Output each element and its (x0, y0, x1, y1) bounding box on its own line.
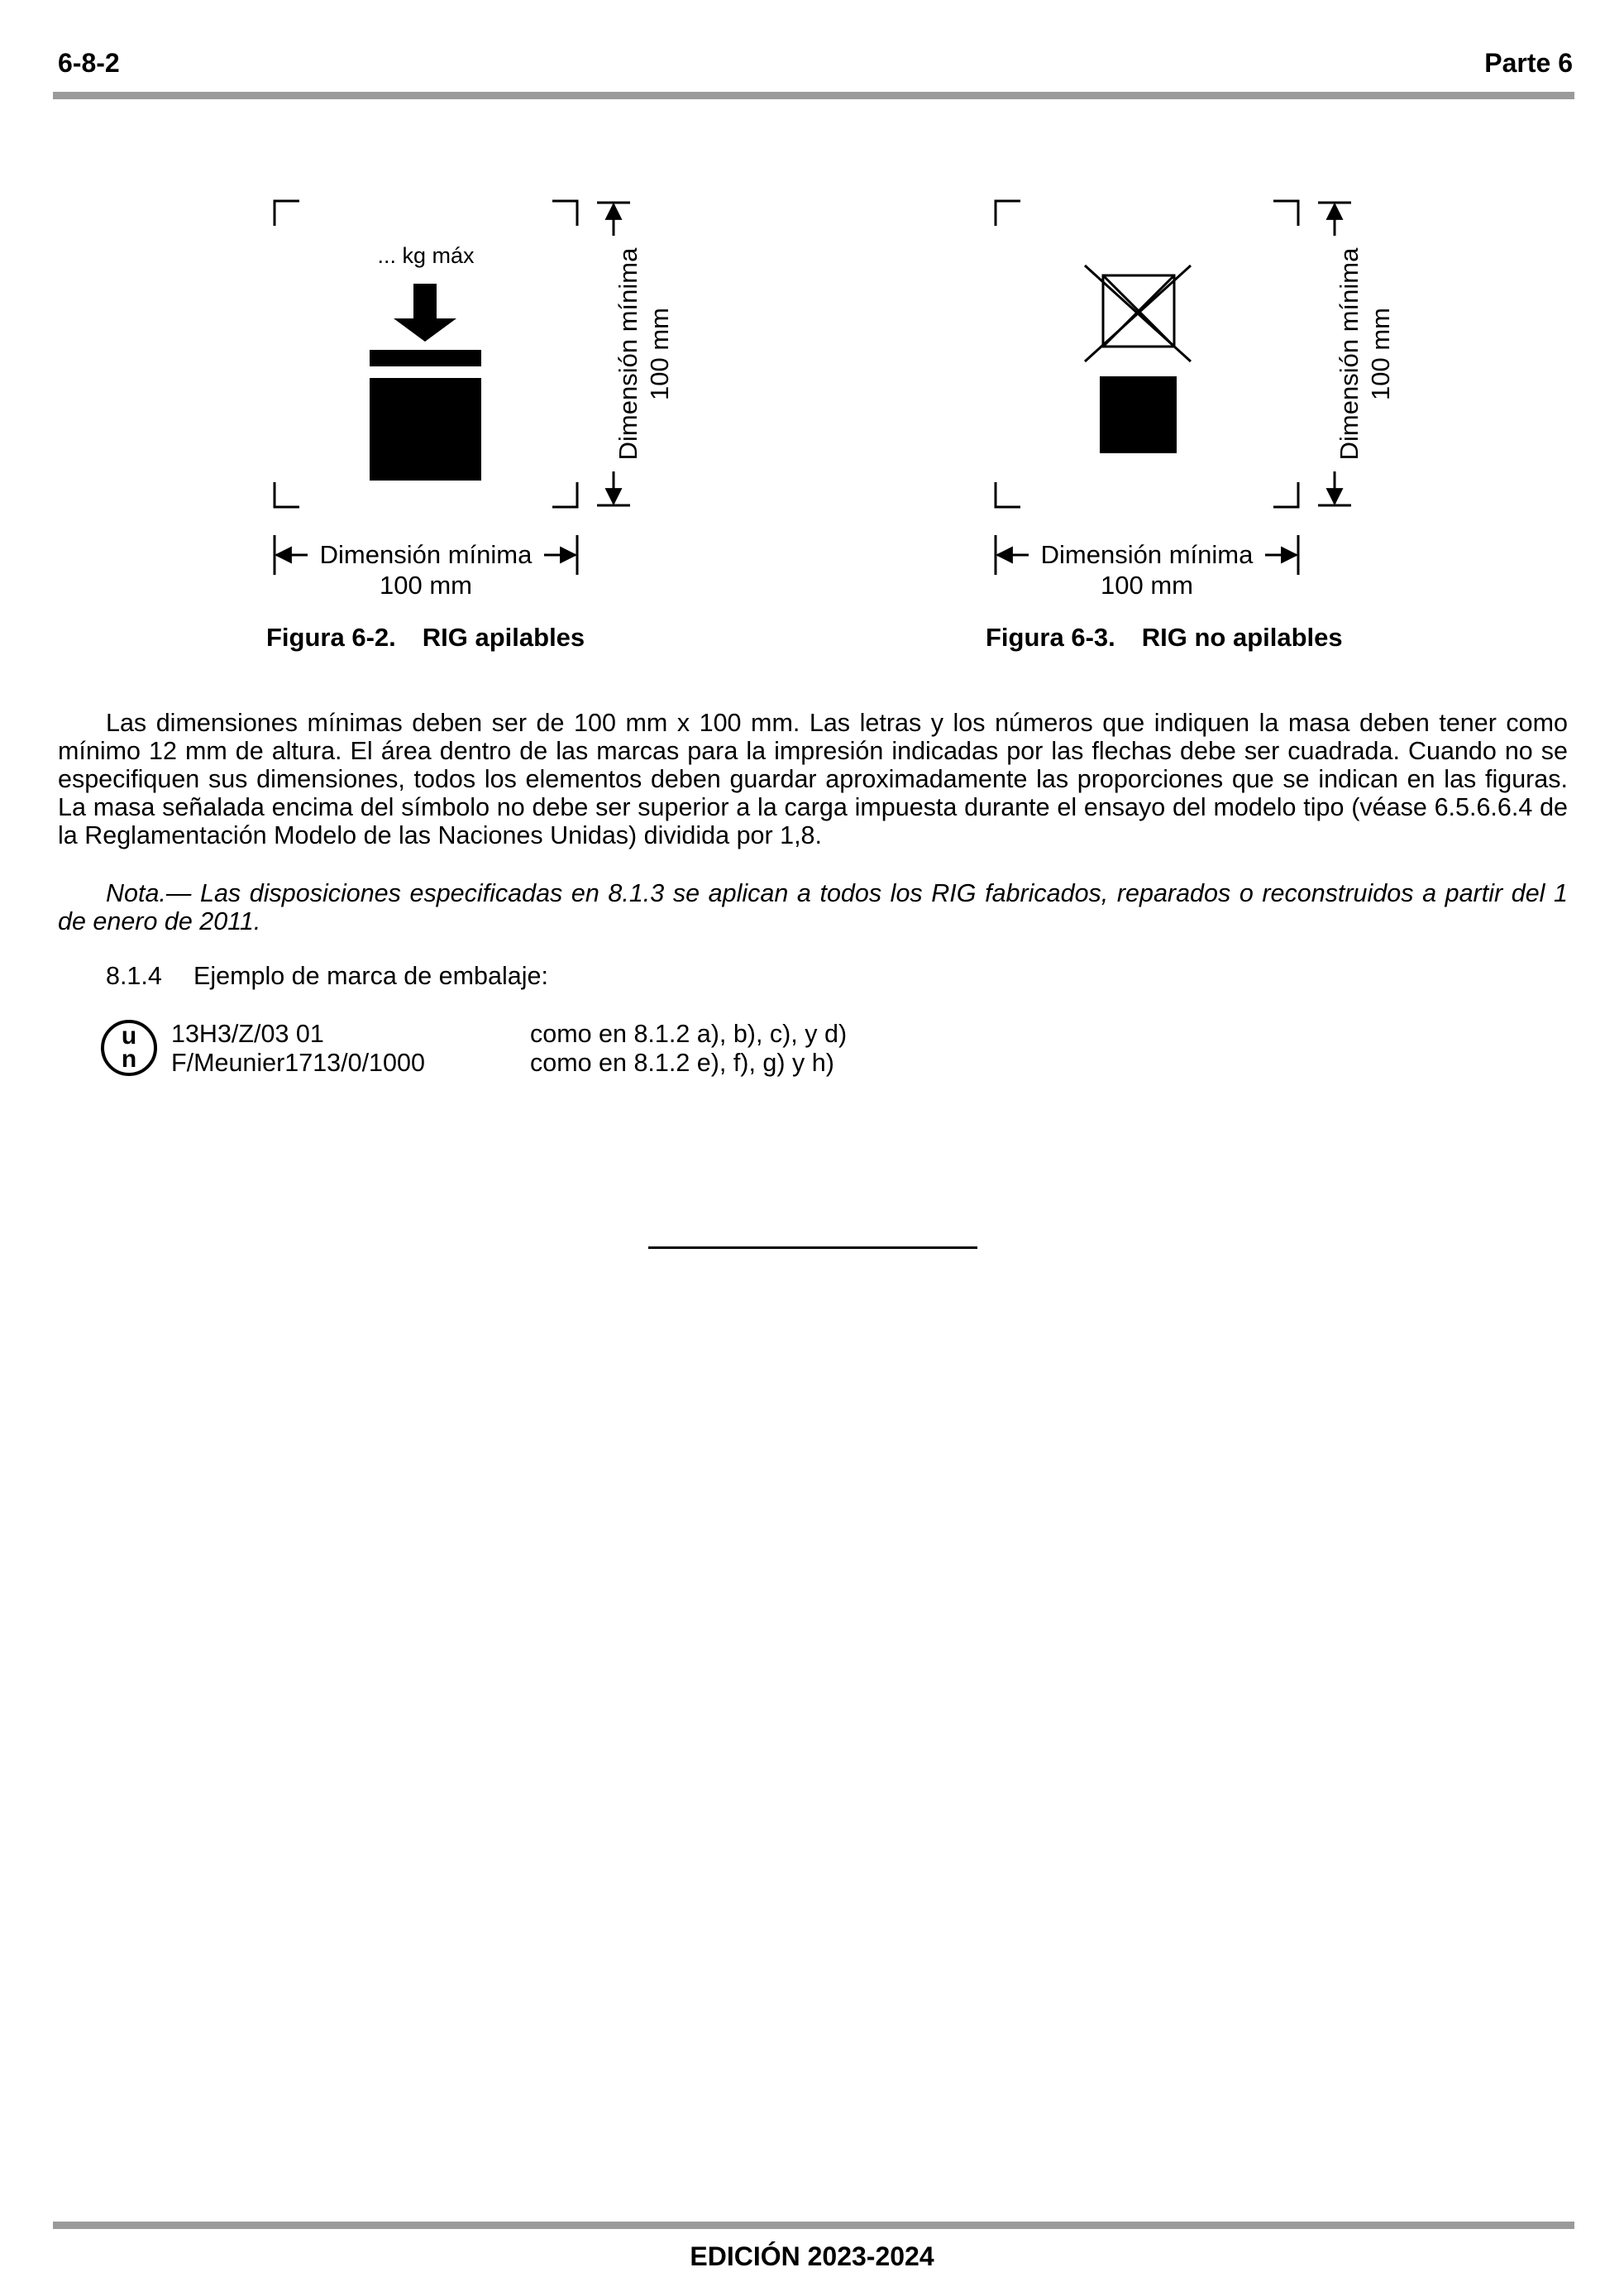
marking-code: F/Meunier1713/0/1000 (171, 1049, 425, 1077)
caption-number: Figura 6-3. (986, 623, 1115, 652)
section-number: 8.1.4 (106, 962, 162, 990)
section-heading (106, 962, 548, 991)
marking-description: como en 8.1.2 e), f), g) y h) (530, 1049, 834, 1077)
package-block (370, 378, 481, 481)
horizontal-dimension-value: 100 mm (1101, 571, 1193, 600)
part-label: Parte 6 (1484, 48, 1573, 78)
mass-label: ... kg máx (377, 243, 475, 268)
non-stackable-mark-diagram (969, 186, 1432, 616)
marking-description: como en 8.1.2 a), b), c), y d) (530, 1020, 848, 1048)
corner-mark-bottom-right (552, 482, 577, 507)
page-number: 6-8-2 (58, 48, 120, 78)
caption-title: RIG apilables (422, 623, 585, 652)
figure-6-3 (969, 186, 1432, 652)
marking-row (171, 1049, 834, 1078)
header-rule (53, 92, 1574, 99)
caption-title: RIG no apilables (1141, 623, 1343, 652)
un-packaging-symbol-icon (101, 1020, 157, 1076)
footer-rule (53, 2222, 1574, 2229)
section-end-rule (648, 1246, 977, 1249)
vertical-dimension-label: Dimensión mínima (1335, 247, 1364, 461)
figure-caption (986, 623, 1343, 653)
vertical-dimension-value: 100 mm (645, 308, 674, 400)
stackable-mark-diagram (248, 186, 711, 616)
crossed-box-icon (1085, 265, 1191, 361)
horizontal-dimension-label: Dimensión mínima (1040, 540, 1254, 569)
un-symbol-u: u (121, 1022, 137, 1050)
caption-number: Figura 6-2. (266, 623, 396, 652)
note-paragraph: Nota.— Las disposiciones especificadas en 8.1.3 se aplican a todos los RIG fabricados, reparados o reconstruidos a partir del 1 de enero de 2011. (58, 879, 1568, 935)
horizontal-dimension-value: 100 mm (380, 571, 472, 600)
marking-code: 13H3/Z/03 01 (171, 1020, 324, 1048)
package-block (1100, 376, 1177, 453)
vertical-dimension-label: Dimensión mínima (614, 247, 642, 461)
vertical-dimension-value: 100 mm (1366, 308, 1395, 400)
un-symbol-n: n (121, 1045, 137, 1073)
horizontal-dimension-label: Dimensión mínima (319, 540, 533, 569)
corner-mark-top-left (275, 201, 299, 226)
corner-mark-top-left (996, 201, 1020, 226)
corner-mark-bottom-left (275, 482, 299, 507)
corner-mark-bottom-right (1273, 482, 1298, 507)
section-title: Ejemplo de marca de embalaje: (193, 962, 548, 990)
edition-footer: EDICIÓN 2023-2024 (690, 2241, 934, 2271)
corner-mark-bottom-left (996, 482, 1020, 507)
figure-caption (266, 623, 585, 653)
marking-row (171, 1020, 847, 1049)
figure-6-2 (248, 186, 711, 652)
down-arrow-icon (394, 284, 456, 342)
corner-mark-top-right (1273, 201, 1298, 226)
body-paragraph: Las dimensiones mínimas deben ser de 100 mm x 100 mm. Las letras y los números que indiquen la masa deben tener como mínimo 12 mm de altura. El área dentro de las marcas para la impresión indicadas por las flechas debe ser cuadrada. Cuando no se especifiquen sus dimensiones, todos los elementos deben guardar aproximadamente las proporciones que se indican en las figuras. La masa señalada encima del símbolo no debe ser superior a la carga impuesta durante el ensayo del modelo tipo (véase 6.5.6.6.4 de la Reglamentación Modelo de las Naciones Unidas) dividida por 1,8. (58, 709, 1568, 849)
corner-mark-top-right (552, 201, 577, 226)
load-plate (370, 350, 481, 366)
